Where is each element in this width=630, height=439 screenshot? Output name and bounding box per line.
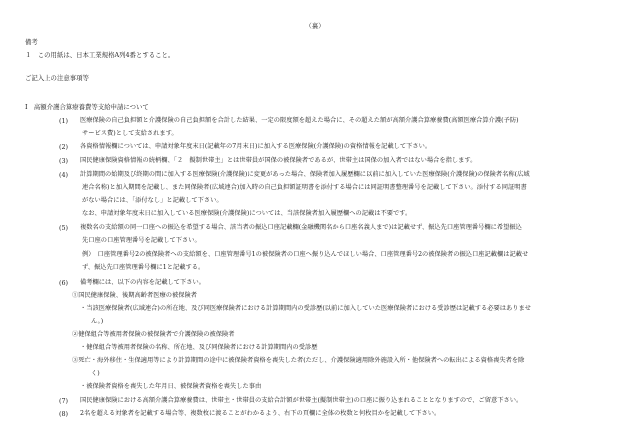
item-5-example-line-2: ず、振込先口座管理番号欄に1と記載する。: [82, 264, 205, 271]
item-2-line-1: 各資格情報欄については、申請対象年度末日(記載年の7月末日)に加入する医療保険(介護保険)の資格情報を記載して下さい。: [80, 143, 432, 150]
page-heading: （裏）: [305, 22, 325, 30]
section-1-title: Ⅰ 高額介護合算療養費等支給申請について: [25, 103, 149, 111]
remarks-detail-3-cont: く): [91, 370, 100, 377]
item-number: (5): [59, 224, 69, 232]
item-number: (3): [59, 157, 69, 165]
item-7-line-1: 国民健康保険における高額介護合算療養費は、世帯主・世帯員の支給合計額が世帯主(擬制世帯主)の口座に振り込まれることとなりますので、ご留意下さい。: [80, 397, 523, 404]
item-4-line-1: 計算期間の始期及び終期の間に加入する医療保険(介護保険)に変更があった場合、保険者加入履歴欄に以前に加入していた医療保険(介護保険)の保険者名称(広域: [80, 171, 530, 178]
item-6-line-1: 備考欄には、以下の内容を記載して下さい。: [80, 279, 205, 286]
item-4-line-3: がない場合には、「添付なし」と記載して下さい。: [82, 197, 223, 204]
remarks-detail-3-bullet: ・被保険者資格を喪失した年月日、被保険者資格を喪失した事由: [80, 383, 262, 390]
remarks-item-1: １ この用紙は、日本工業規格A列4番とすること。: [25, 51, 175, 59]
item-number: (4): [59, 171, 69, 179]
item-4-line-4: なお、申請対象年度末日に加入している医療保険(介護保険)については、当該保険者加入履歴欄への記載は不要です。: [82, 210, 412, 217]
item-number: (7): [59, 397, 69, 405]
remarks-detail-2-bullet: ・健保組合等被用者保険の名称、所在地、及び同保険者における計算期間内の受診歴: [80, 344, 318, 351]
remarks-detail-2: ②健保組合等被用者保険の被保険者で介護保険の被保険者: [72, 331, 235, 338]
remarks-detail-1-bullet: ・当該医療保険者(広域連合)の所在地、及び同医療保険者における計算期間内の受診歴(以前に加入していた医療保険者における受診歴は記載する必要はありませ: [80, 305, 532, 312]
remarks-title: 備考: [25, 38, 38, 46]
item-number: (6): [59, 279, 69, 287]
item-3-line-1: 国民健康保険資格情報の続柄欄、「２ 擬制世帯主」とは世帯員が国保の被保険者であるが、世帯主は国保の加入者ではない場合を指します。: [80, 157, 477, 164]
remarks-detail-3: ③死亡・海外移住・生保適用等により計算期間の途中に被保険者資格を喪失した者(ただし、介護保険適用除外施設入所・他保険者への転出による資格喪失者を除: [72, 357, 525, 364]
item-4-line-2: 連合名称)と加入期間を記載し、また同保険者(広域連合)加入時の自己負担額証明書を添付する場合には同証明書整理番号を記載して下さい。添付する同証明書: [82, 184, 527, 191]
item-5-line-1: 複数名の支給額の同一口座への振込を希望する場合、該当者の振込口座記載欄(金融機関名から口座名義人まで)は記載せず、振込先口座管理番号欄に希望振込: [80, 224, 522, 231]
item-number: (8): [59, 410, 69, 418]
item-1-line-1: 医療保険の自己負担額と介護保険の自己負担額を合計した結果、一定の限度額を超えた場合に、その超えた額が高額介護合算療養費(高額医療合算介護(予防): [80, 117, 519, 124]
item-number: (1): [59, 117, 69, 125]
item-number: (2): [59, 143, 69, 151]
item-8-line-1: 2名を超える対象者を記載する場合等、複数枚に渡ることがわかるよう、右下の頁欄に全体の枚数と何枚目かを記載して下さい。: [80, 410, 441, 417]
remarks-detail-1: ①国民健康保険、後期高齢者医療の被保険者: [72, 292, 197, 299]
item-5-line-2: 先口座の口座管理番号を記載して下さい。: [82, 237, 201, 244]
notes-title: ご記入上の注意事項等: [25, 74, 89, 82]
remarks-detail-1-bullet-cont: ん。): [91, 318, 104, 325]
item-1-line-2: サービス費)として支給されます。: [82, 130, 178, 137]
item-5-example-line-1: 例） 口座管理番号2の被保険者への支給額を、口座管理番号1の被保険者の口座へ振り込んでほしい場合、口座管理番号2の被保険者の振込口座記載欄は記載せ: [82, 251, 529, 258]
